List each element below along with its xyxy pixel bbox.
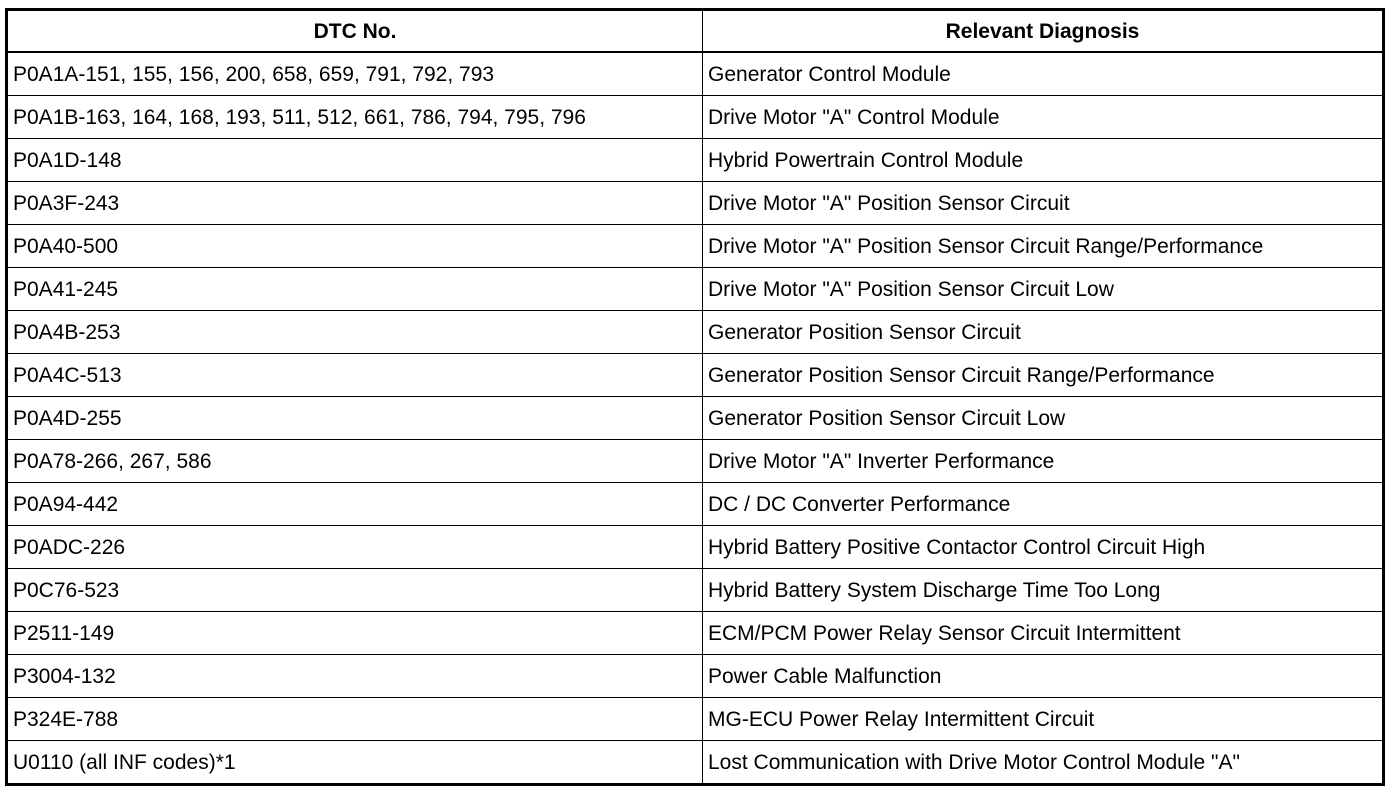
header-relevant-diagnosis: Relevant Diagnosis	[703, 10, 1384, 53]
dtc-cell: P0A4C-513	[7, 354, 703, 397]
table-row	[7, 182, 1384, 225]
diagnosis-cell: Generator Control Module	[703, 52, 1384, 96]
diagnosis-cell: DC / DC Converter Performance	[703, 483, 1384, 526]
table-row	[7, 569, 1384, 612]
diagnosis-cell: ECM/PCM Power Relay Sensor Circuit Intermittent	[703, 612, 1384, 655]
dtc-cell: U0110 (all INF codes)*1	[7, 741, 703, 785]
diagnosis-cell: Drive Motor "A" Position Sensor Circuit	[703, 182, 1384, 225]
diagnosis-cell: Hybrid Battery System Discharge Time Too Long	[703, 569, 1384, 612]
table-row	[7, 612, 1384, 655]
dtc-cell: P2511-149	[7, 612, 703, 655]
diagnosis-cell: Lost Communication with Drive Motor Control Module "A"	[703, 741, 1384, 785]
diagnosis-cell: Generator Position Sensor Circuit	[703, 311, 1384, 354]
table-row	[7, 52, 1384, 96]
diagnosis-cell: Drive Motor "A" Inverter Performance	[703, 440, 1384, 483]
dtc-cell: P0ADC-226	[7, 526, 703, 569]
diagnosis-cell: Hybrid Battery Positive Contactor Control Circuit High	[703, 526, 1384, 569]
table-body	[7, 52, 1384, 785]
dtc-cell: P324E-788	[7, 698, 703, 741]
dtc-cell: P0C76-523	[7, 569, 703, 612]
header-row	[7, 10, 1384, 53]
diagnosis-cell: Power Cable Malfunction	[703, 655, 1384, 698]
dtc-cell: P0A1B-163, 164, 168, 193, 511, 512, 661, 786, 794, 795, 796	[7, 96, 703, 139]
table-row	[7, 354, 1384, 397]
diagnosis-cell: Drive Motor "A" Control Module	[703, 96, 1384, 139]
dtc-cell: P0A4D-255	[7, 397, 703, 440]
table-row	[7, 268, 1384, 311]
dtc-cell: P0A1A-151, 155, 156, 200, 658, 659, 791, 792, 793	[7, 52, 703, 96]
table-row	[7, 655, 1384, 698]
dtc-cell: P0A40-500	[7, 225, 703, 268]
dtc-cell: P0A78-266, 267, 586	[7, 440, 703, 483]
header-dtc-no: DTC No.	[7, 10, 703, 53]
table-header	[7, 10, 1384, 53]
diagnosis-cell: Drive Motor "A" Position Sensor Circuit Range/Performance	[703, 225, 1384, 268]
table-row	[7, 96, 1384, 139]
diagnosis-cell: Drive Motor "A" Position Sensor Circuit Low	[703, 268, 1384, 311]
diagnosis-cell: MG-ECU Power Relay Intermittent Circuit	[703, 698, 1384, 741]
table-row	[7, 139, 1384, 182]
dtc-cell: P0A1D-148	[7, 139, 703, 182]
table-row	[7, 225, 1384, 268]
dtc-cell: P0A41-245	[7, 268, 703, 311]
table-row	[7, 526, 1384, 569]
table-row	[7, 440, 1384, 483]
dtc-cell: P0A4B-253	[7, 311, 703, 354]
diagnosis-cell: Hybrid Powertrain Control Module	[703, 139, 1384, 182]
diagnosis-cell: Generator Position Sensor Circuit Low	[703, 397, 1384, 440]
dtc-cell: P3004-132	[7, 655, 703, 698]
table-row	[7, 311, 1384, 354]
dtc-cell: P0A94-442	[7, 483, 703, 526]
dtc-table	[5, 8, 1385, 786]
dtc-cell: P0A3F-243	[7, 182, 703, 225]
diagnosis-cell: Generator Position Sensor Circuit Range/Performance	[703, 354, 1384, 397]
table-row	[7, 397, 1384, 440]
table-row	[7, 483, 1384, 526]
table-row	[7, 741, 1384, 785]
table-row	[7, 698, 1384, 741]
